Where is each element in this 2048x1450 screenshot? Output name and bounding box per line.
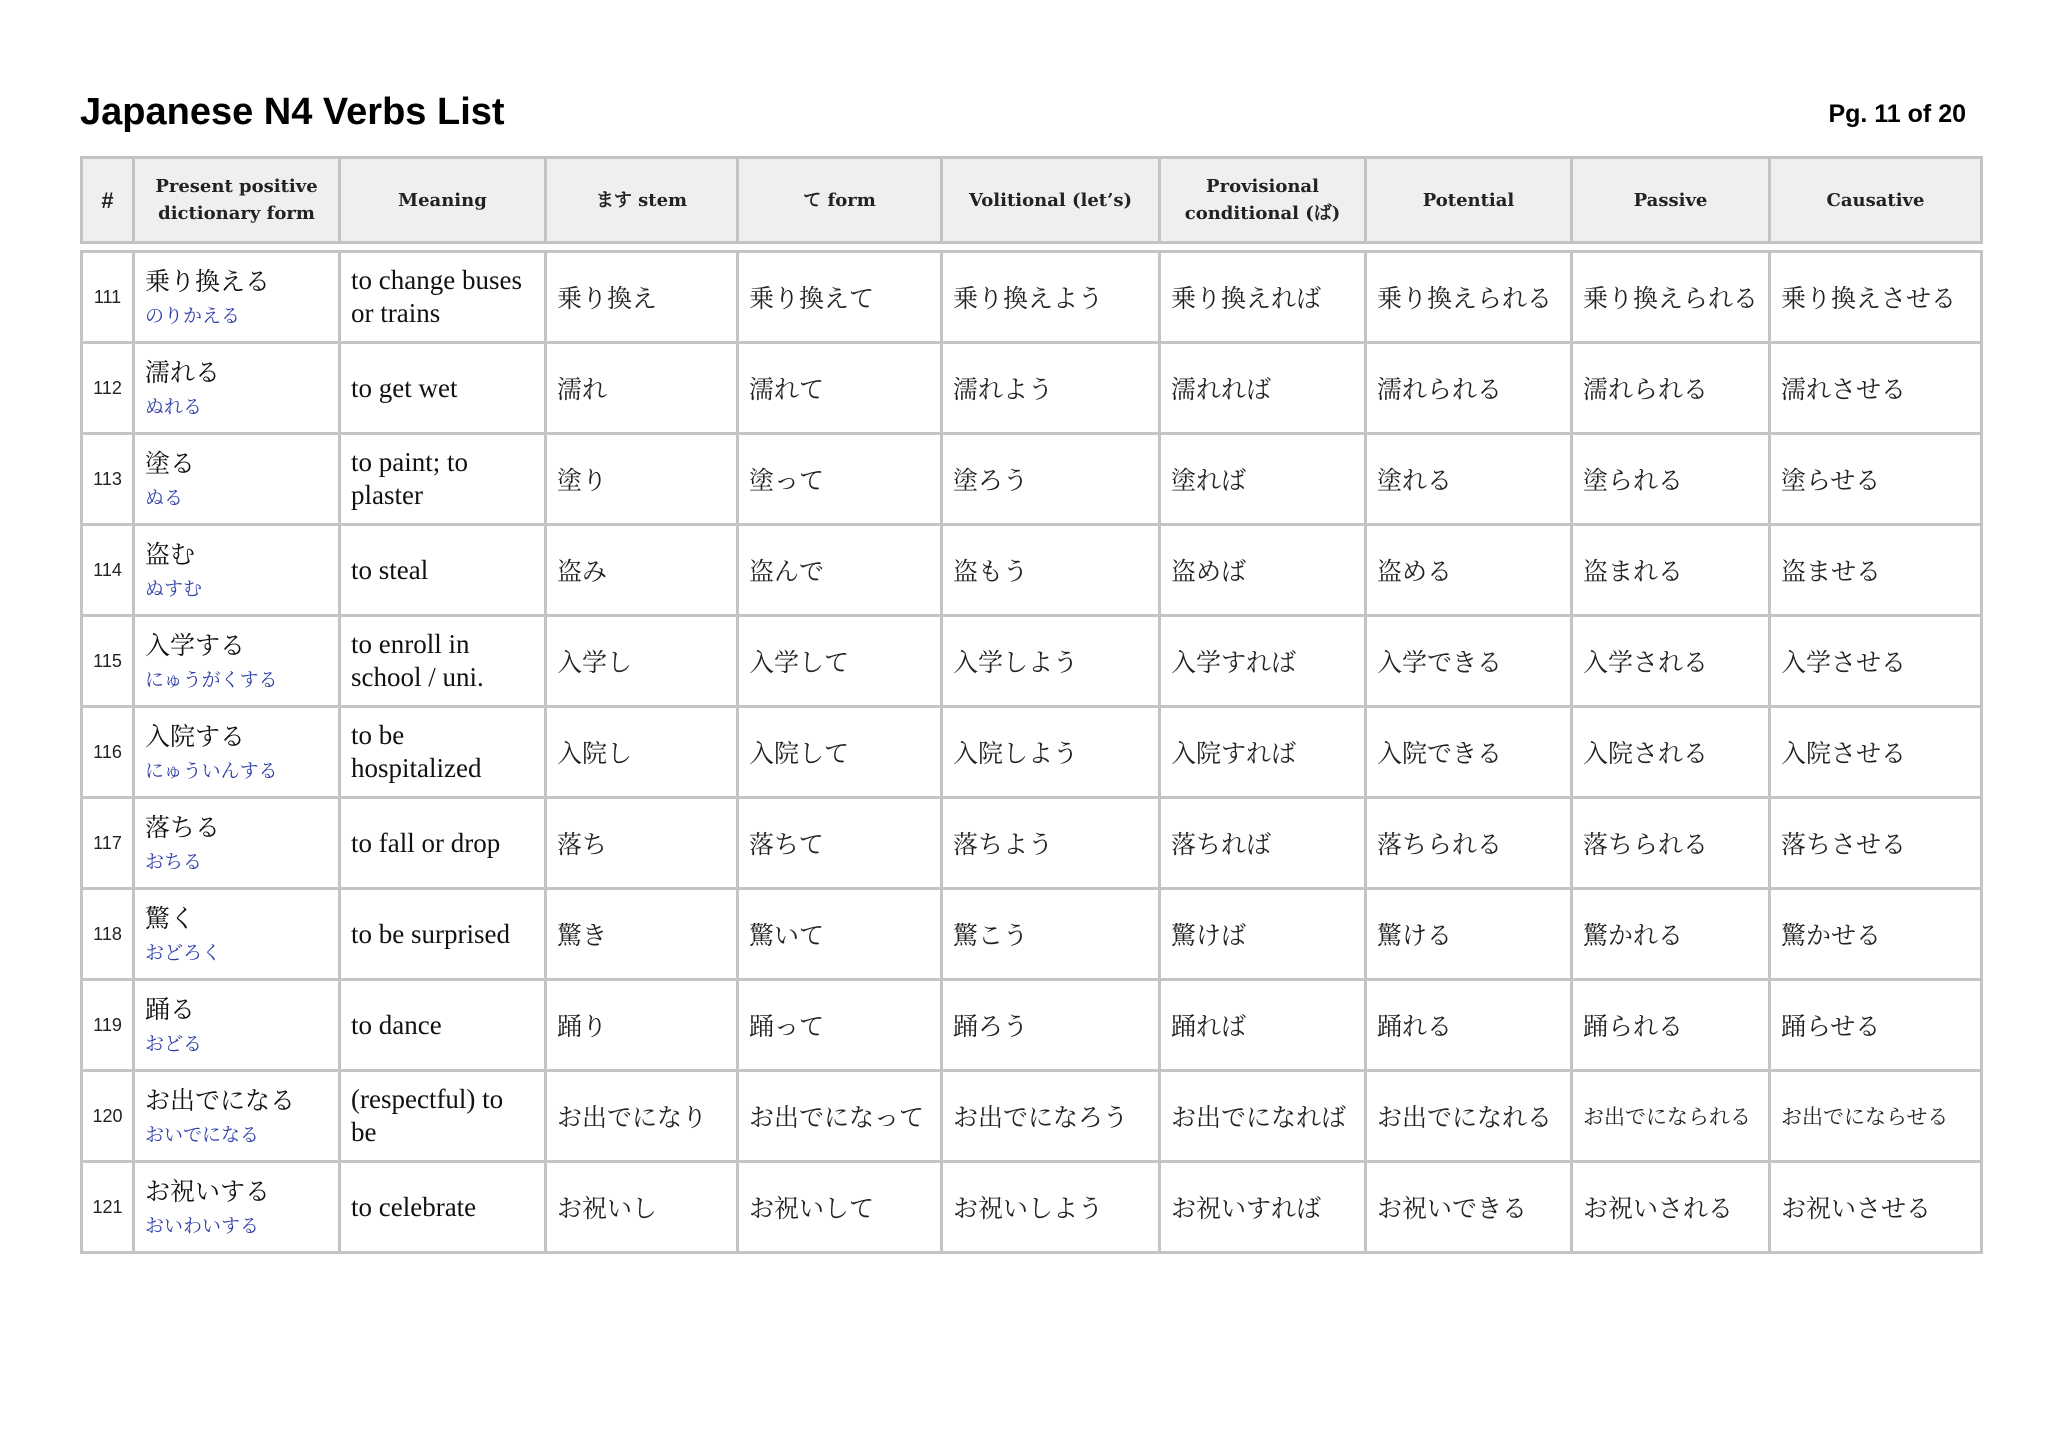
column-header-dictionary-form: Present positive dictionary form [134, 158, 340, 243]
te-form-cell: お祝いして [738, 1162, 942, 1253]
te-form-cell: 濡れて [738, 343, 942, 434]
column-header-number: # [82, 158, 134, 243]
provisional-cell: お出でになれば [1160, 1071, 1366, 1162]
meaning-cell: to fall or drop [340, 798, 546, 889]
dictionary-form-reading: おちる [145, 851, 203, 873]
row-number: 114 [82, 525, 134, 616]
provisional-cell: 盗めば [1160, 525, 1366, 616]
dictionary-form-kanji: 濡れる [145, 358, 221, 387]
table-row [82, 980, 1982, 1071]
te-form-cell: 塗って [738, 434, 942, 525]
column-header-meaning: Meaning [340, 158, 546, 243]
masu-stem-cell: 入院し [546, 707, 738, 798]
dictionary-form-kanji: 盗む [145, 540, 196, 569]
dictionary-form-reading: おいでになる [145, 1124, 260, 1146]
row-number: 113 [82, 434, 134, 525]
dictionary-form-cell [134, 343, 340, 434]
dictionary-form-kanji: お出でになる [145, 1086, 296, 1115]
dictionary-form-kanji: 落ちる [145, 813, 221, 842]
header-spacer [82, 243, 1982, 252]
row-number: 115 [82, 616, 134, 707]
dictionary-form-reading: ぬる [145, 487, 184, 509]
potential-cell: 落ちられる [1366, 798, 1572, 889]
row-number: 117 [82, 798, 134, 889]
row-number: 112 [82, 343, 134, 434]
causative-cell: 塗らせる [1770, 434, 1982, 525]
dictionary-form-cell [134, 798, 340, 889]
causative-cell: 濡れさせる [1770, 343, 1982, 434]
causative-cell: 落ちさせる [1770, 798, 1982, 889]
provisional-cell: 入院すれば [1160, 707, 1366, 798]
masu-stem-cell: お出でになり [546, 1071, 738, 1162]
causative-cell: 驚かせる [1770, 889, 1982, 980]
provisional-cell: 塗れば [1160, 434, 1366, 525]
passive-cell: 濡れられる [1572, 343, 1770, 434]
table-row [82, 434, 1982, 525]
provisional-cell: 驚けば [1160, 889, 1366, 980]
meaning-cell: to be surprised [340, 889, 546, 980]
dictionary-form-cell [134, 616, 340, 707]
dictionary-form-kanji: 塗る [145, 449, 196, 478]
causative-cell: お祝いさせる [1770, 1162, 1982, 1253]
passive-cell: 入学される [1572, 616, 1770, 707]
masu-stem-cell: 盗み [546, 525, 738, 616]
volitional-cell: お祝いしよう [942, 1162, 1160, 1253]
dictionary-form-cell [134, 889, 340, 980]
volitional-cell: お出でになろう [942, 1071, 1160, 1162]
row-number: 121 [82, 1162, 134, 1253]
meaning-cell: to dance [340, 980, 546, 1071]
dictionary-form-cell [134, 980, 340, 1071]
passive-cell: 入院される [1572, 707, 1770, 798]
causative-cell: お出でにならせる [1770, 1071, 1982, 1162]
dictionary-form-cell [134, 1071, 340, 1162]
passive-cell: お祝いされる [1572, 1162, 1770, 1253]
meaning-cell: (respectful) to be [340, 1071, 546, 1162]
provisional-cell: お祝いすれば [1160, 1162, 1366, 1253]
provisional-cell: 濡れれば [1160, 343, 1366, 434]
volitional-cell: 入院しよう [942, 707, 1160, 798]
meaning-cell: to change buses or trains [340, 252, 546, 343]
page-title: Japanese N4 Verbs List [80, 91, 505, 133]
potential-cell: 入院できる [1366, 707, 1572, 798]
potential-cell: 乗り換えられる [1366, 252, 1572, 343]
column-header-provisional: Provisional conditional (ば) [1160, 158, 1366, 243]
passive-cell: 盗まれる [1572, 525, 1770, 616]
row-number: 120 [82, 1071, 134, 1162]
dictionary-form-reading: おいわいする [145, 1215, 260, 1237]
dictionary-form-kanji: お祝いする [145, 1177, 271, 1206]
column-header-masu-stem: ます stem [546, 158, 738, 243]
dictionary-form-kanji: 驚く [145, 904, 196, 933]
volitional-cell: 落ちよう [942, 798, 1160, 889]
volitional-cell: 踊ろう [942, 980, 1160, 1071]
potential-cell: お祝いできる [1366, 1162, 1572, 1253]
meaning-cell: to paint; to plaster [340, 434, 546, 525]
dictionary-form-cell [134, 1162, 340, 1253]
dictionary-form-reading: のりかえる [145, 305, 241, 327]
column-header-potential: Potential [1366, 158, 1572, 243]
meaning-cell: to enroll in school / uni. [340, 616, 546, 707]
volitional-cell: 驚こう [942, 889, 1160, 980]
column-header-passive: Passive [1572, 158, 1770, 243]
dictionary-form-reading: にゅういんする [145, 760, 278, 782]
passive-cell: 驚かれる [1572, 889, 1770, 980]
column-header-volitional: Volitional (let’s) [942, 158, 1160, 243]
passive-cell: お出でになられる [1572, 1071, 1770, 1162]
dictionary-form-cell [134, 525, 340, 616]
passive-cell: 落ちられる [1572, 798, 1770, 889]
causative-cell: 入学させる [1770, 616, 1982, 707]
volitional-cell: 盗もう [942, 525, 1160, 616]
row-number: 119 [82, 980, 134, 1071]
row-number: 116 [82, 707, 134, 798]
masu-stem-cell: 驚き [546, 889, 738, 980]
table-row [82, 1071, 1982, 1162]
te-form-cell: 乗り換えて [738, 252, 942, 343]
dictionary-form-reading: おどろく [145, 942, 222, 964]
te-form-cell: 入院して [738, 707, 942, 798]
dictionary-form-kanji: 乗り換える [145, 267, 271, 296]
table-row [82, 889, 1982, 980]
column-header-te-form: て form [738, 158, 942, 243]
dictionary-form-cell [134, 434, 340, 525]
masu-stem-cell: 踊り [546, 980, 738, 1071]
provisional-cell: 入学すれば [1160, 616, 1366, 707]
dictionary-form-reading: ぬすむ [145, 578, 203, 600]
dictionary-form-cell [134, 707, 340, 798]
table-row [82, 616, 1982, 707]
potential-cell: お出でになれる [1366, 1071, 1572, 1162]
volitional-cell: 塗ろう [942, 434, 1160, 525]
volitional-cell: 濡れよう [942, 343, 1160, 434]
provisional-cell: 落ちれば [1160, 798, 1366, 889]
causative-cell: 盗ませる [1770, 525, 1982, 616]
masu-stem-cell: 塗り [546, 434, 738, 525]
dictionary-form-reading: にゅうがくする [145, 669, 278, 691]
row-number: 118 [82, 889, 134, 980]
table-row [82, 707, 1982, 798]
meaning-cell: to celebrate [340, 1162, 546, 1253]
provisional-cell: 踊れば [1160, 980, 1366, 1071]
volitional-cell: 乗り換えよう [942, 252, 1160, 343]
passive-cell: 乗り換えられる [1572, 252, 1770, 343]
table-row [82, 1162, 1982, 1253]
passive-cell: 踊られる [1572, 980, 1770, 1071]
te-form-cell: 落ちて [738, 798, 942, 889]
te-form-cell: 踊って [738, 980, 942, 1071]
row-number: 111 [82, 252, 134, 343]
masu-stem-cell: 乗り換え [546, 252, 738, 343]
dictionary-form-kanji: 踊る [145, 995, 196, 1024]
potential-cell: 驚ける [1366, 889, 1572, 980]
causative-cell: 踊らせる [1770, 980, 1982, 1071]
potential-cell: 盗める [1366, 525, 1572, 616]
meaning-cell: to steal [340, 525, 546, 616]
table-header-row [82, 158, 1982, 243]
dictionary-form-kanji: 入学する [145, 631, 246, 660]
meaning-cell: to get wet [340, 343, 546, 434]
table-body [82, 243, 1982, 1253]
column-header-causative: Causative [1770, 158, 1982, 243]
dictionary-form-kanji: 入院する [145, 722, 246, 751]
table-row [82, 525, 1982, 616]
masu-stem-cell: 入学し [546, 616, 738, 707]
potential-cell: 塗れる [1366, 434, 1572, 525]
table-row [82, 343, 1982, 434]
volitional-cell: 入学しよう [942, 616, 1160, 707]
verbs-table [80, 156, 1983, 1254]
meaning-cell: to be hospitalized [340, 707, 546, 798]
dictionary-form-cell [134, 252, 340, 343]
te-form-cell: 盗んで [738, 525, 942, 616]
verbs-table-container [80, 156, 1980, 1254]
potential-cell: 踊れる [1366, 980, 1572, 1071]
table-row [82, 252, 1982, 343]
masu-stem-cell: 濡れ [546, 343, 738, 434]
passive-cell: 塗られる [1572, 434, 1770, 525]
dictionary-form-reading: ぬれる [145, 396, 203, 418]
causative-cell: 乗り換えさせる [1770, 252, 1982, 343]
te-form-cell: 驚いて [738, 889, 942, 980]
masu-stem-cell: お祝いし [546, 1162, 738, 1253]
page-indicator: Pg. 11 of 20 [1828, 100, 1966, 128]
masu-stem-cell: 落ち [546, 798, 738, 889]
te-form-cell: 入学して [738, 616, 942, 707]
dictionary-form-reading: おどる [145, 1033, 203, 1055]
provisional-cell: 乗り換えれば [1160, 252, 1366, 343]
table-row [82, 798, 1982, 889]
causative-cell: 入院させる [1770, 707, 1982, 798]
te-form-cell: お出でになって [738, 1071, 942, 1162]
potential-cell: 濡れられる [1366, 343, 1572, 434]
potential-cell: 入学できる [1366, 616, 1572, 707]
